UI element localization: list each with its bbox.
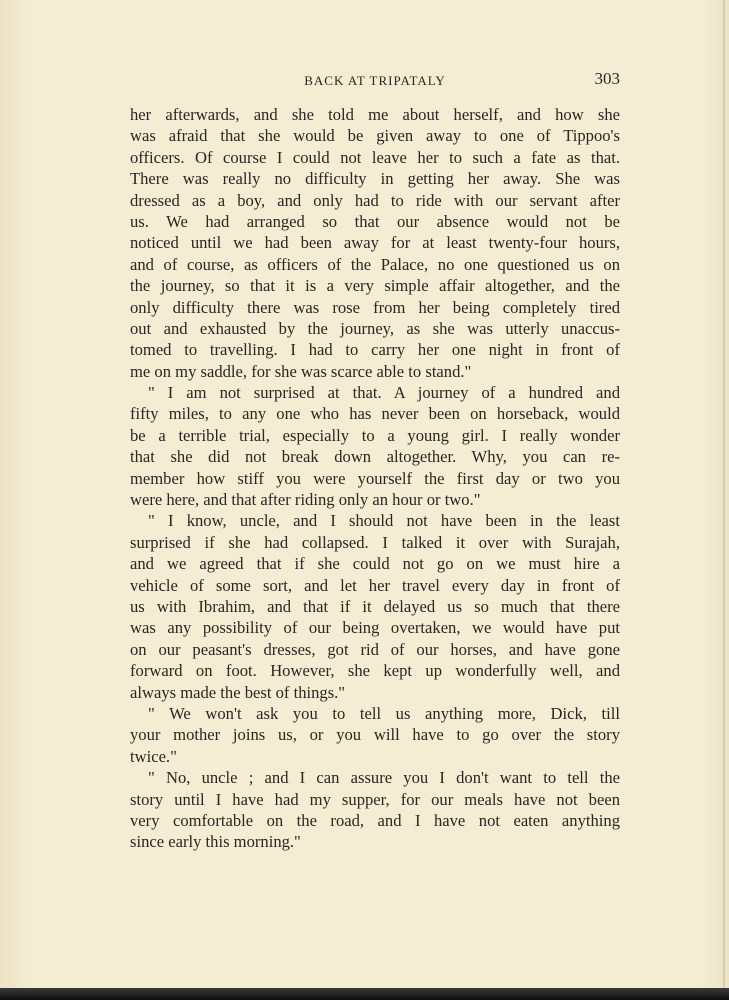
text-line: dressed as a boy, and only had to ride with our servant after xyxy=(130,190,620,210)
text-line: that she did not break down altogether. Why, you can re- xyxy=(130,447,620,467)
text-line: since early this morning." xyxy=(130,832,301,852)
text-line: There was really no difficulty in getting her away. She was xyxy=(130,169,620,189)
text-line: member how stiff you were yourself the first day or two you xyxy=(130,468,620,488)
text-line: always made the best of things." xyxy=(130,682,346,702)
text-line: was any possibility of our being overtaken, we would have put xyxy=(130,618,620,638)
text-line: out and exhausted by the journey, as she was utterly unaccus- xyxy=(130,318,620,338)
text-line: officers. Of course I could not leave her to such a fate as that. xyxy=(130,147,620,167)
text-line: surprised if she had collapsed. I talked it over with Surajah, xyxy=(130,532,620,552)
text-line: was afraid that she would be given away to one of Tippoo's xyxy=(130,126,620,146)
text-line: were here, and that after riding only an hour or two." xyxy=(130,490,481,510)
body-text xyxy=(130,104,620,853)
bottom-edge-shadow xyxy=(0,988,729,1000)
page-header xyxy=(130,69,620,93)
text-line: " I am not surprised at that. A journey of a hundred and xyxy=(148,383,620,403)
text-line: very comfortable on the road, and I have not eaten anything xyxy=(130,810,620,830)
text-line: her afterwards, and she told me about herself, and how she xyxy=(130,105,620,124)
page-number: 303 xyxy=(594,69,620,88)
text-line: twice." xyxy=(130,746,177,766)
page-edge xyxy=(723,0,725,988)
text-line: " I know, uncle, and I should not have been in the least xyxy=(148,511,620,531)
text-line: and we agreed that if she could not go on we must hire a xyxy=(130,554,620,574)
text-line: story until I have had my supper, for our meals have not been xyxy=(130,789,620,809)
running-head: BACK AT TRIPATALY xyxy=(304,73,446,88)
text-line: " No, uncle ; and I can assure you I don't want to tell the xyxy=(148,768,620,788)
text-line: us. We had arranged so that our absence would not be xyxy=(130,211,620,231)
text-line: " We won't ask you to tell us anything more, Dick, till xyxy=(148,703,620,723)
text-line: the journey, so that it is a very simple affair altogether, and the xyxy=(130,276,620,296)
text-line: and of course, as officers of the Palace, no one questioned us on xyxy=(130,254,620,274)
text-line: noticed until we had been away for at least twenty-four hours, xyxy=(130,233,620,253)
text-line: be a terrible trial, especially to a young girl. I really wonder xyxy=(130,425,620,445)
text-line: me on my saddle, for she was scarce able to stand." xyxy=(130,361,472,381)
text-line: vehicle of some sort, and let her travel every day in front of xyxy=(130,575,620,595)
text-line: forward on foot. However, she kept up wonderfully well, and xyxy=(130,661,620,681)
text-line: tomed to travelling. I had to carry her one night in front of xyxy=(130,340,620,360)
text-line: on our peasant's dresses, got rid of our horses, and have gone xyxy=(130,639,620,659)
text-line: your mother joins us, or you will have to go over the story xyxy=(130,725,620,745)
text-line: fifty miles, to any one who has never been on horseback, would xyxy=(130,404,620,424)
text-line: us with Ibrahim, and that if it delayed us so much that there xyxy=(130,596,620,616)
text-line: only difficulty there was rose from her being completely tired xyxy=(130,297,620,317)
